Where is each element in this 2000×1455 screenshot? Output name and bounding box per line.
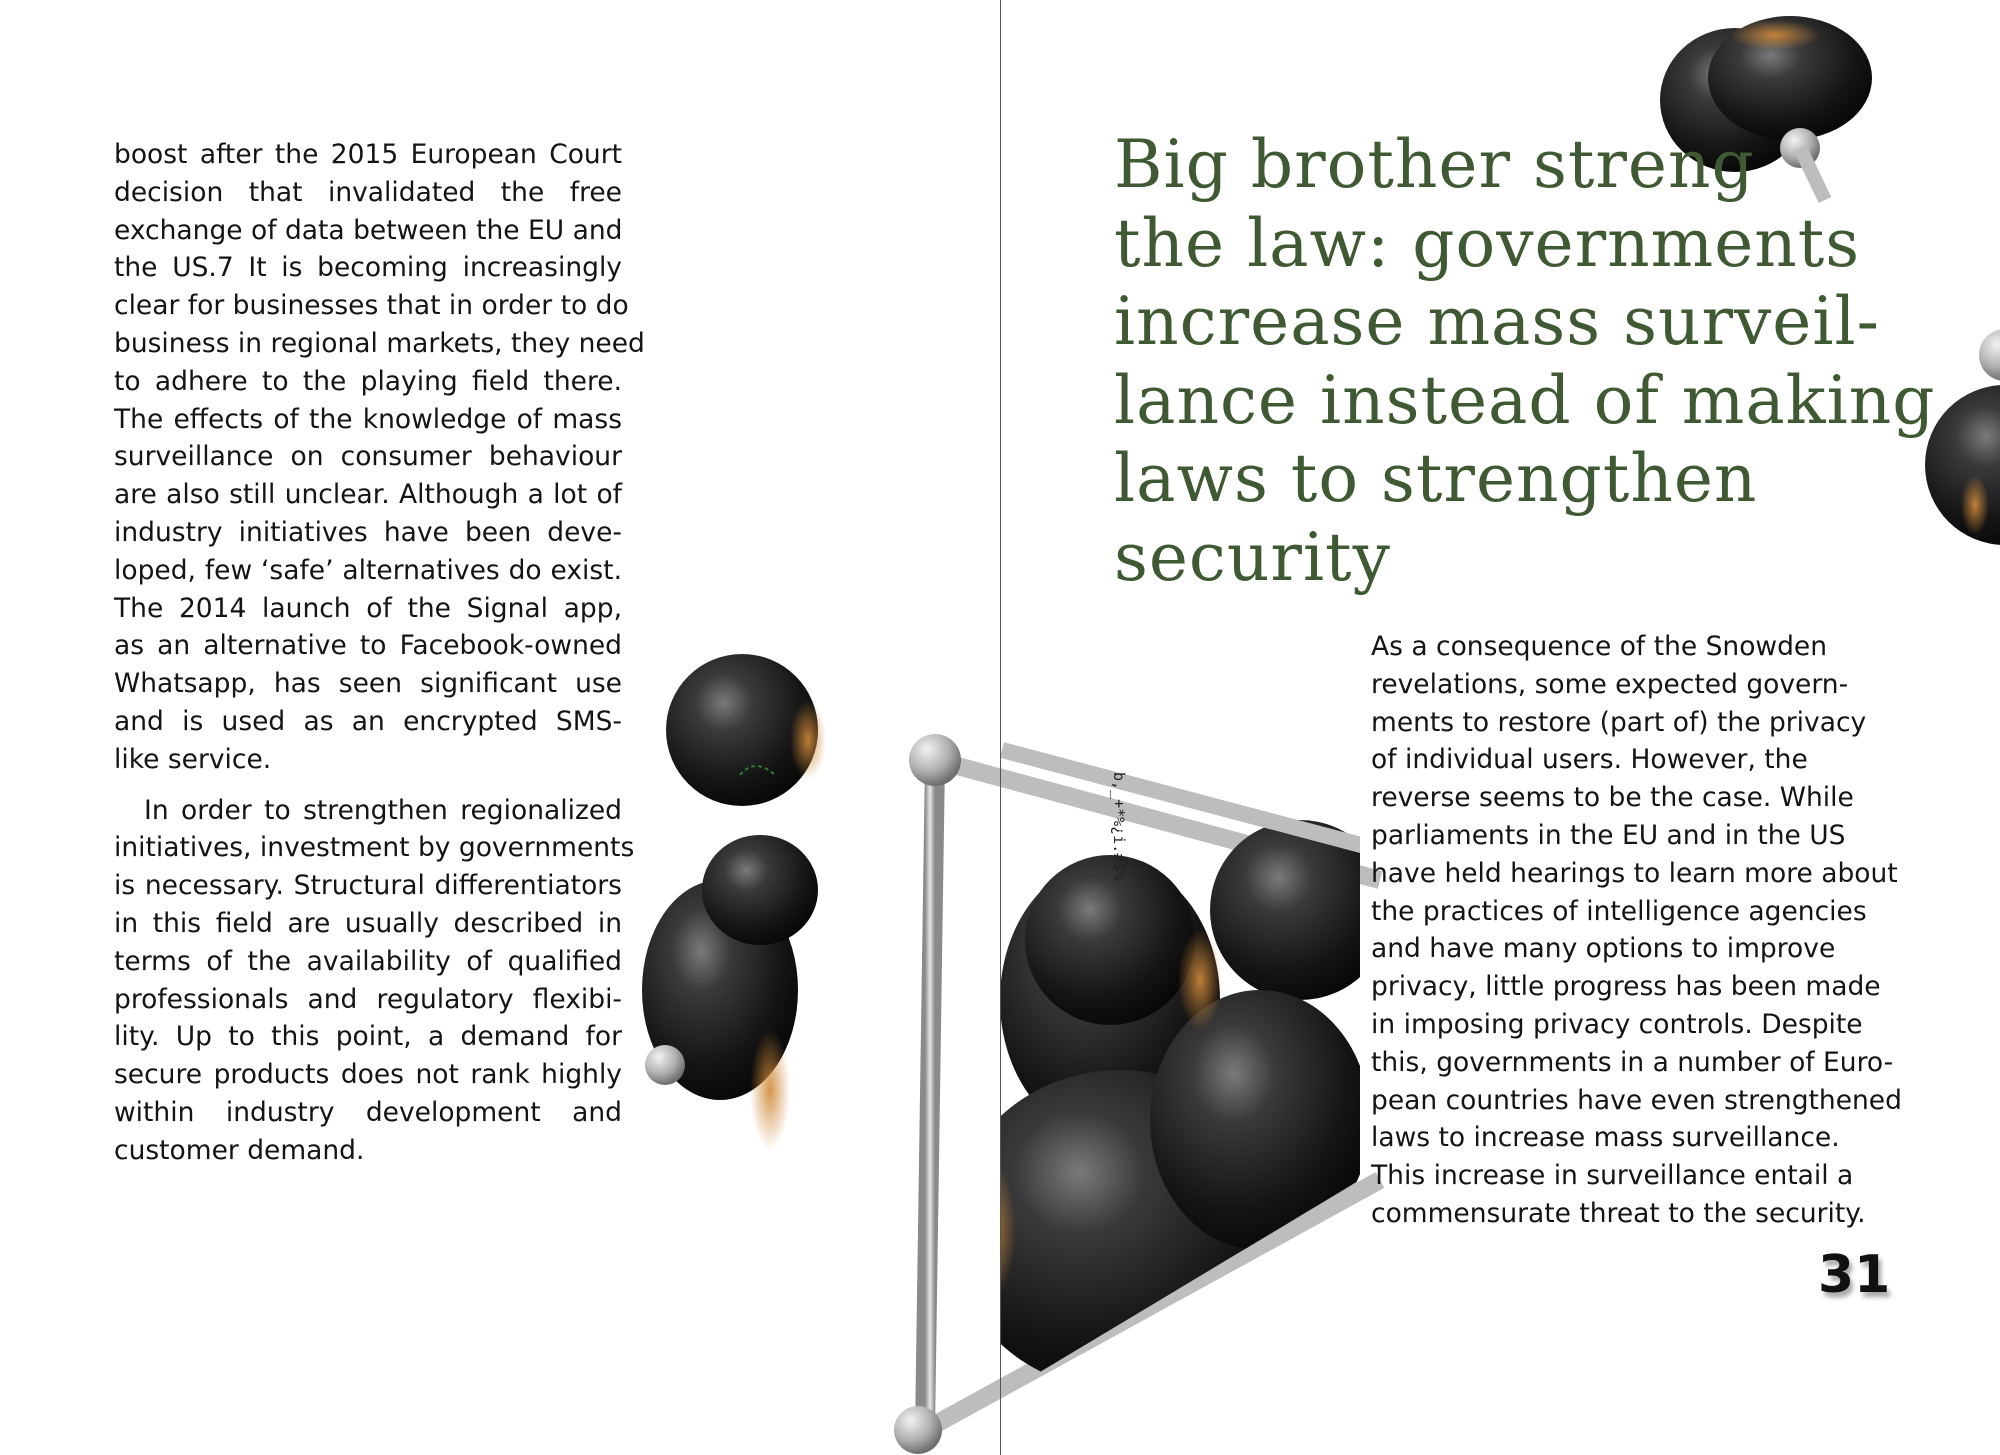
text-line: In order to strengthen regionalized <box>144 794 622 826</box>
text-line: as an alternative to Facebook-owned <box>114 630 622 662</box>
text-line: ments to restore (part of) the privacy <box>1371 706 1867 738</box>
text-line: The 2014 launch of the Signal app, <box>114 592 622 624</box>
text-line: reverse seems to be the case. While <box>1371 782 1854 814</box>
text-line: and is used as an encrypted SMS- <box>114 705 622 737</box>
right-page-column <box>1371 628 1902 1233</box>
text-line: boost after the 2015 European Court <box>114 139 622 170</box>
text-line: in imposing privacy controls. Despite <box>1371 1008 1863 1040</box>
paragraph-1 <box>114 136 645 779</box>
text-line: the US.7 It is becoming increasingly <box>114 252 622 284</box>
text-line: within industry development and <box>114 1096 622 1128</box>
sphere-left-top <box>666 654 826 806</box>
sphere-cluster <box>950 750 1390 1390</box>
text-line: exchange of data between the EU and <box>114 214 623 246</box>
text-line: laws to increase mass surveillance. <box>1371 1122 1840 1154</box>
text-line: As a consequence of the Snowden <box>1371 631 1828 662</box>
text-line: this, governments in a number of Euro- <box>1371 1046 1894 1078</box>
text-line: professionals and regulatory flexibi- <box>114 983 622 1015</box>
text-line: are also still unclear. Although a lot of <box>114 479 622 511</box>
text-line: business in regional markets, they need <box>114 327 645 359</box>
text-line: Whatsapp, has seen significant use <box>114 668 622 700</box>
text-line: and have many options to improve <box>1371 933 1836 965</box>
headline-line: increase mass surveil- <box>1114 283 1880 360</box>
text-line: have held hearings to learn more about <box>1371 857 1898 889</box>
text-line: pean countries have even strengthened <box>1371 1084 1902 1116</box>
text-line: terms of the availability of qualified <box>114 945 622 977</box>
text-line: industry initiatives have been deve- <box>114 516 622 548</box>
headline-line: Big brother streng <box>1114 126 1755 203</box>
headline-line: security <box>1114 518 1391 596</box>
text-line: is necessary. Structural differentiators <box>114 870 622 902</box>
page-number: 31 <box>1818 1245 1891 1305</box>
text-line: revelations, some expected govern- <box>1371 668 1849 700</box>
headline-line: laws to strengthen <box>1114 440 1758 517</box>
text-line: in this field are usually described in <box>114 907 622 939</box>
text-line: This increase in surveillance entail a <box>1371 1160 1854 1192</box>
text-line: to adhere to the playing field there. <box>114 365 622 397</box>
text-line: customer demand. <box>114 1134 365 1166</box>
text-line: surveillance on consumer behaviour <box>114 441 622 473</box>
text-line: decision that invalidated the free <box>114 176 622 208</box>
text-line: privacy, little progress has been made <box>1371 971 1881 1003</box>
text-line: parliaments in the EU and in the US <box>1371 819 1846 851</box>
text-line: the practices of intelligence agencies <box>1371 895 1867 927</box>
sphere-right-edge <box>1925 329 2000 545</box>
left-page-column <box>114 136 645 1170</box>
vertical-code-text: b,_+*%¿i.#$% <box>1110 772 1128 881</box>
text-line: clear for businesses that in order to do <box>114 290 629 322</box>
text-line: initiatives, investment by governments <box>114 832 635 864</box>
text-line: lity. Up to this point, a demand for <box>114 1021 622 1053</box>
article-headline <box>1114 126 1936 597</box>
text-line: like service. <box>114 743 272 775</box>
sphere-left-pair <box>642 835 818 1150</box>
page-gutter <box>1000 0 1001 1455</box>
headline-line: the law: governments <box>1114 204 1861 282</box>
headline-line: lance instead of making <box>1114 361 1936 439</box>
text-line: commensurate threat to the security. <box>1371 1197 1866 1229</box>
text-line: of individual users. However, the <box>1371 744 1808 776</box>
text-line: loped, few ‘safe’ alternatives do exist. <box>114 554 622 586</box>
text-line: secure products does not rank highly <box>114 1059 622 1091</box>
text-line: The effects of the knowledge of mass <box>114 403 622 435</box>
paragraph-2 <box>114 792 635 1170</box>
